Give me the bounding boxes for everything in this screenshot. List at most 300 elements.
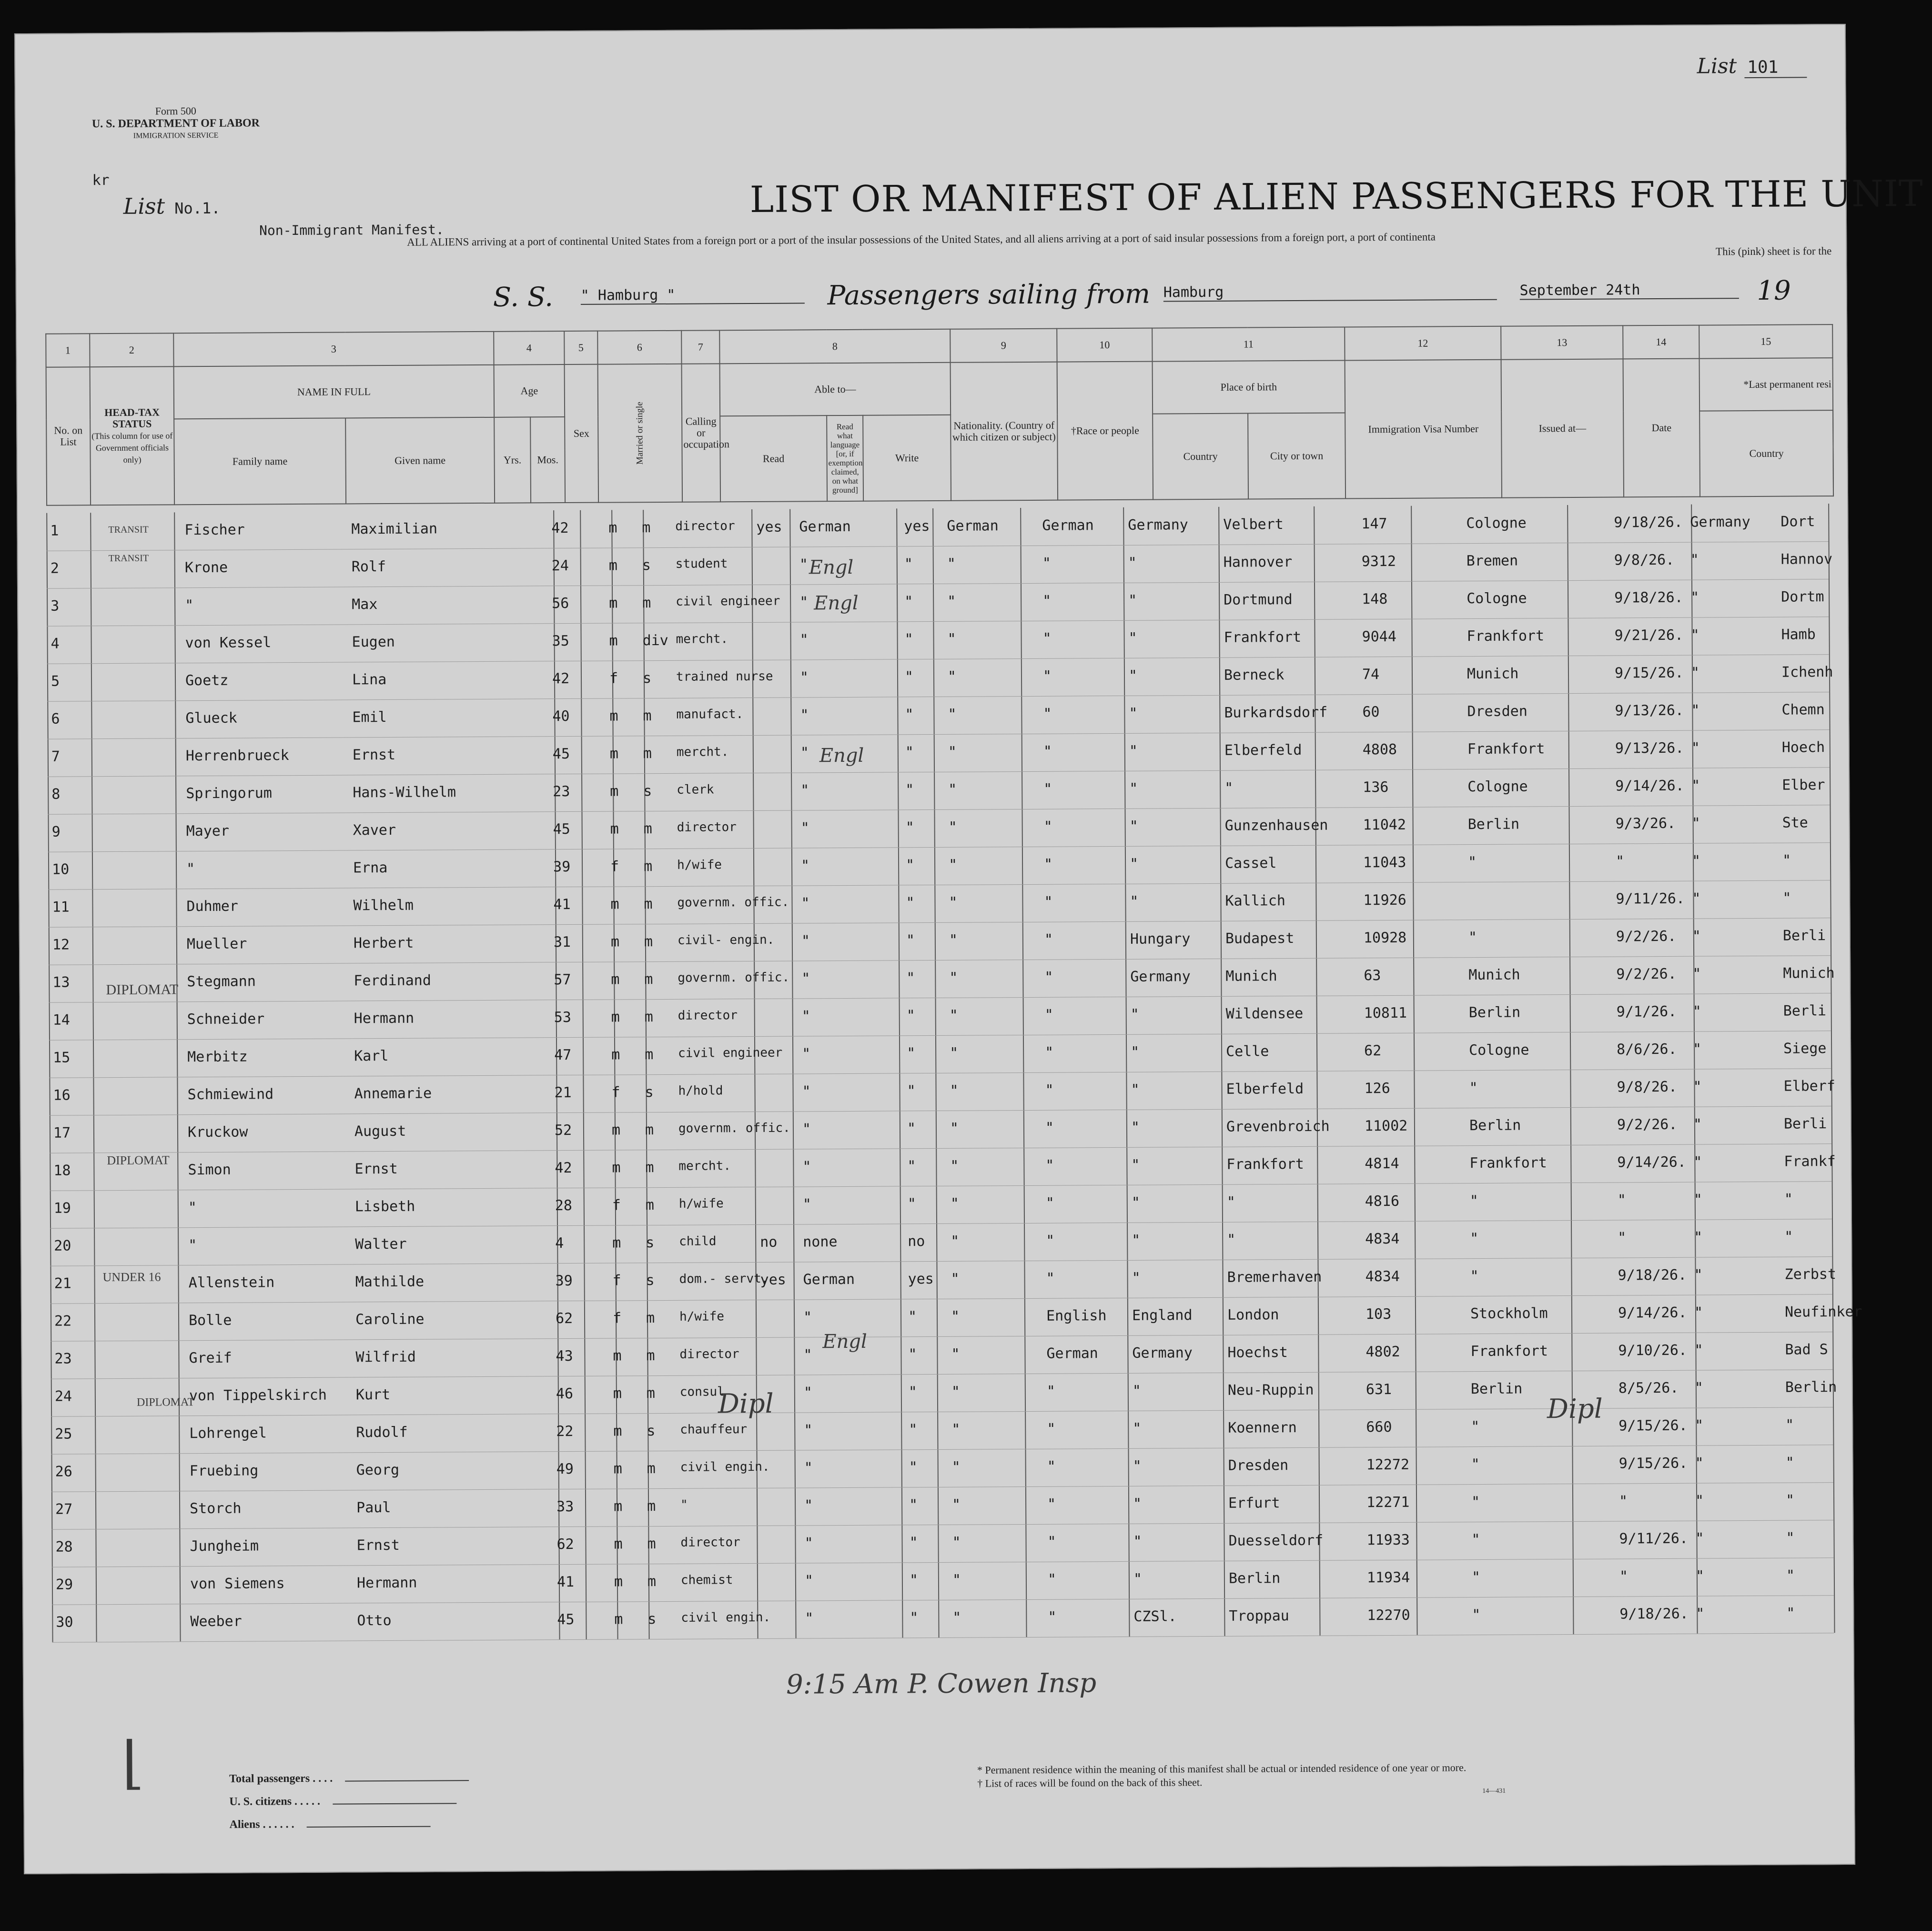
kr-mark: kr (92, 172, 110, 189)
cell-issued: Berlin (1470, 1380, 1523, 1398)
cell-occupation: governm. offic. (678, 970, 790, 985)
cell-family: Merbitz (187, 1048, 248, 1066)
cell-no: 16 (53, 1087, 71, 1104)
cell-date: 9/13/26. (1615, 702, 1684, 719)
cell-write: " (905, 857, 915, 874)
list-value: 101 (1744, 57, 1807, 78)
cell-res-city: Munich (1783, 965, 1835, 982)
cell-res-city: Chemn (1781, 701, 1825, 718)
cell-sex: m (613, 1423, 622, 1440)
form-header (92, 104, 260, 142)
cell-nationality: " (952, 1571, 961, 1588)
cell-write: " (907, 1120, 916, 1137)
cell-family: Schneider (187, 1011, 265, 1028)
cell-married: m (647, 1460, 656, 1477)
cell-language: " (799, 594, 809, 611)
col-num-5: 5 (564, 331, 597, 364)
cell-race: " (1042, 555, 1051, 572)
cell-occupation: civil engin. (680, 1459, 770, 1475)
cell-write: " (906, 970, 915, 987)
service-name: IMMIGRATION SERVICE (133, 131, 219, 140)
sailing-from: Hamburg (1163, 283, 1497, 302)
aliens-row: Aliens . . . . . . (229, 1812, 469, 1836)
cell-sex: m (611, 1009, 620, 1026)
cell-city: Berneck (1224, 667, 1285, 684)
cell-write: " (906, 932, 915, 949)
cell-race: " (1043, 780, 1052, 798)
cell-city: Cassel (1224, 855, 1277, 872)
cell-res-city: " (1785, 1416, 1794, 1434)
cell-sex: m (610, 820, 619, 838)
cell-issued: Munich (1468, 966, 1520, 984)
cell-sex: m (612, 1159, 621, 1176)
cell-given: Annemarie (354, 1085, 432, 1102)
pink-sheet-text: This (pink) sheet is for the (1715, 245, 1832, 258)
year-prefix: 19 (1757, 275, 1791, 306)
cell-res-city: " (1785, 1492, 1795, 1509)
cell-country: " (1131, 1043, 1140, 1061)
cell-occupation: h/wife (679, 1309, 725, 1324)
cell-date: 9/14/26. (1618, 1304, 1687, 1322)
column-rules (15, 25, 1845, 34)
cell-sex: m (614, 1536, 623, 1553)
cell-nationality: " (951, 1308, 960, 1325)
cell-country: " (1128, 629, 1137, 647)
cell-sex: m (610, 896, 619, 913)
cell-race: " (1045, 1157, 1054, 1174)
cell-res-country: " (1695, 1530, 1704, 1547)
cell-family: Lohrengel (189, 1425, 267, 1442)
cell-no: 3 (51, 597, 60, 615)
cell-city: Celle (1226, 1043, 1269, 1060)
cell-language: German (803, 1271, 855, 1288)
cell-race: " (1046, 1232, 1055, 1249)
cell-occupation: civil engineer (676, 594, 780, 609)
cell-married: m (645, 1122, 654, 1139)
cell-sex: m (614, 1611, 623, 1628)
hdr-head-tax-note: (This column for use of Government officials only) (91, 430, 173, 465)
cell-country: " (1128, 554, 1137, 571)
total-passengers-label: Total passengers (229, 1772, 310, 1785)
hdr-write: Write (863, 415, 951, 501)
cell-country: England (1132, 1307, 1193, 1324)
cell-age: 41 (553, 896, 571, 913)
cell-date: 9/2/26. (1617, 1116, 1678, 1133)
cell-no: 25 (55, 1426, 72, 1443)
cell-race: " (1042, 592, 1052, 609)
cell-no: 13 (52, 974, 70, 991)
cell-race: " (1047, 1458, 1056, 1475)
cell-married: m (643, 745, 652, 762)
cell-race: " (1047, 1420, 1056, 1437)
cell-given: Wilfrid (355, 1348, 416, 1366)
cell-occupation: manufact. (676, 707, 744, 722)
cell-married: m (647, 1573, 657, 1590)
cell-date: 9/1/26. (1616, 1003, 1677, 1021)
cell-sex: m (611, 1046, 620, 1063)
cell-age: 57 (554, 971, 571, 989)
aliens-line (307, 1826, 431, 1828)
cell-age: 52 (554, 1122, 572, 1139)
hdr-calling: Calling or occupation (682, 364, 721, 502)
col-num-14: 14 (1623, 325, 1699, 359)
cell-nationality: " (951, 1458, 961, 1476)
cell-visa: 12270 (1367, 1607, 1410, 1624)
cell-city: " (1224, 779, 1234, 797)
cell-res-country: " (1694, 1304, 1703, 1321)
cell-age: 49 (556, 1460, 574, 1478)
cell-occupation: mercht. (676, 745, 729, 759)
cell-nationality: " (952, 1534, 961, 1551)
cell-city: " (1227, 1231, 1236, 1248)
cell-nationality: " (948, 743, 957, 760)
cell-race: English (1046, 1307, 1107, 1324)
cell-country: " (1129, 742, 1138, 759)
cell-occupation: civil engineer (678, 1045, 783, 1061)
cell-country: Germany (1132, 1345, 1193, 1362)
cell-res-country: " (1694, 1379, 1703, 1396)
cell-race: " (1044, 1006, 1053, 1023)
hdr-no-on-list: No. on List (46, 367, 91, 505)
cell-age: 42 (552, 670, 570, 687)
cell-city: Elberfeld (1224, 741, 1302, 759)
cell-occupation: child (679, 1234, 717, 1249)
cell-age: 62 (555, 1310, 573, 1327)
cell-family: von Kessel (185, 634, 272, 652)
cell-write: " (909, 1496, 918, 1514)
cell-race: " (1043, 705, 1052, 722)
cell-issued: " (1471, 1418, 1480, 1436)
cell-nationality: " (950, 1044, 959, 1062)
cell-visa: 12271 (1366, 1494, 1410, 1511)
cell-res-city: Ichenh (1781, 664, 1833, 681)
cell-language: " (799, 669, 809, 686)
cell-nationality: German (947, 517, 999, 535)
cell-res-country: " (1692, 890, 1701, 907)
cell-given: Emil (352, 709, 387, 726)
cell-date: " (1618, 1493, 1628, 1510)
cell-write: " (909, 1534, 918, 1551)
cell-city: Frankfort (1224, 628, 1302, 646)
cell-issued: Dresden (1467, 703, 1527, 720)
cell-res-city: " (1784, 1228, 1793, 1245)
cell-sex: m (613, 1460, 622, 1477)
cell-res-country: " (1695, 1455, 1704, 1472)
hdr-read: Read (720, 415, 827, 502)
cell-married: s (646, 1272, 655, 1289)
non-immigrant-label: Non-Immigrant Manifest. (259, 222, 444, 239)
cell-country: " (1128, 667, 1138, 684)
col-num-11: 11 (1152, 327, 1345, 361)
cell-race: German (1042, 517, 1094, 534)
cell-family: Stegmann (187, 973, 256, 991)
cell-country: " (1128, 592, 1137, 609)
cell-married: m (642, 519, 651, 536)
cell-visa: 147 (1361, 516, 1387, 533)
hdr-last-residence: *Last permanent resi (1699, 358, 1833, 411)
cell-no: 26 (55, 1463, 72, 1480)
cell-sex: f (609, 670, 618, 687)
cell-country: " (1132, 1269, 1141, 1286)
page-title: LIST OR MANIFEST OF ALIEN PASSENGERS FOR THE UNIT (749, 172, 1923, 221)
cell-occupation: director (679, 1347, 739, 1362)
cell-family: Mayer (186, 822, 230, 840)
cell-family: Glueck (185, 709, 237, 727)
cell-sex: m (613, 1347, 622, 1365)
cell-given: Hermann (356, 1574, 417, 1592)
cell-occupation: consul (679, 1385, 725, 1399)
cell-write: " (905, 706, 914, 723)
cell-no: 18 (53, 1162, 71, 1179)
hdr-city-or-town: City or town (1248, 413, 1345, 499)
cell-sex: f (612, 1197, 621, 1214)
cell-given: Hans-Wilhelm (353, 784, 456, 801)
cell-married: m (643, 708, 652, 725)
cell-sex: f (611, 1084, 620, 1101)
cell-occupation: dom.- servt. (679, 1271, 769, 1286)
cell-res-country: " (1690, 627, 1699, 644)
cell-date: 9/18/26. (1614, 589, 1683, 607)
col-num-6: 6 (597, 331, 681, 364)
cell-age: 42 (555, 1159, 572, 1177)
col-num-12: 12 (1345, 326, 1501, 361)
cell-family: " (185, 597, 194, 614)
cell-language: German (799, 518, 851, 536)
cell-country: " (1133, 1495, 1142, 1512)
cell-occupation: director (675, 519, 735, 534)
pen-stroke-mark: ⌊ (121, 1729, 145, 1796)
cell-res-city: Berli (1783, 1115, 1827, 1132)
cell-city: Kallich (1225, 892, 1286, 910)
cell-nationality: " (948, 856, 958, 873)
cell-language: " (801, 1008, 810, 1025)
cell-visa: 4814 (1365, 1155, 1399, 1173)
cell-language: " (804, 1497, 813, 1514)
cell-city: Frankfort (1226, 1155, 1305, 1173)
cell-res-country: " (1693, 1153, 1702, 1171)
cell-language: " (799, 631, 809, 648)
hdr-age: Age (494, 364, 565, 417)
cell-visa: 62 (1364, 1042, 1382, 1060)
cell-sex: m (610, 783, 619, 800)
cell-married: m (643, 820, 652, 838)
cell-language: " (804, 1459, 813, 1476)
cell-res-country: " (1693, 1116, 1702, 1133)
ss-value: " Hamburg " (581, 286, 805, 304)
cell-sex: m (611, 971, 620, 988)
cell-city: Hoechst (1227, 1344, 1288, 1361)
cell-country: " (1133, 1420, 1142, 1437)
cell-date: 9/18/26. (1614, 514, 1683, 531)
engl-note: Engl (819, 744, 864, 767)
cell-visa: 9312 (1361, 553, 1396, 570)
cell-issued: " (1471, 1456, 1480, 1473)
cell-visa: 11933 (1366, 1531, 1410, 1549)
cell-write: " (907, 1045, 916, 1062)
cell-no: 22 (54, 1313, 72, 1330)
cell-country: " (1129, 818, 1138, 835)
cell-city: London (1227, 1306, 1279, 1324)
cell-country: " (1129, 780, 1138, 797)
cell-family: Krone (184, 559, 228, 576)
cell-race: " (1042, 630, 1052, 647)
cell-res-city: Hamb (1781, 626, 1816, 643)
form-number: Form 500 (155, 105, 196, 117)
cell-res-city: Bad S (1785, 1341, 1828, 1358)
cell-city: Dresden (1228, 1457, 1289, 1474)
us-citizens-line (333, 1803, 456, 1804)
cell-issued: " (1471, 1531, 1480, 1548)
cell-issued: Cologne (1467, 590, 1527, 607)
cell-res-country: " (1690, 589, 1699, 606)
cell-given: Ernst (356, 1537, 400, 1554)
cell-issued: " (1467, 854, 1477, 871)
cell-nationality: " (947, 630, 956, 647)
cell-age: 46 (556, 1385, 574, 1403)
cell-visa: 63 (1364, 967, 1381, 984)
cell-write: yes (908, 1271, 934, 1288)
cell-city: Gunzenhausen (1224, 817, 1328, 834)
cell-issued: Frankfort (1470, 1343, 1548, 1360)
cell-age: 45 (552, 746, 570, 763)
cell-country: " (1131, 1194, 1140, 1211)
cell-family: Fischer (184, 521, 245, 539)
cell-language: " (802, 1196, 811, 1213)
cell-married: m (644, 933, 653, 950)
cell-family: Schmiewind (187, 1086, 274, 1103)
cell-sex: m (614, 1573, 623, 1590)
cell-family: Storch (190, 1500, 242, 1517)
manifest-sheet (14, 24, 1923, 1874)
cell-res-city: " (1784, 1191, 1793, 1208)
cell-res-city: Dort (1780, 513, 1815, 530)
cell-family: " (188, 1199, 197, 1216)
cell-date: 9/13/26. (1615, 739, 1684, 757)
cell-given: Otto (357, 1612, 392, 1629)
engl-note: Engl (822, 1330, 867, 1353)
cell-married: s (646, 1234, 655, 1252)
cell-age: 21 (554, 1084, 572, 1102)
cell-city: Neu-Ruppin (1227, 1381, 1314, 1399)
cell-family: von Siemens (190, 1575, 285, 1593)
cell-given: Walter (355, 1235, 407, 1253)
cell-married: s (645, 1084, 654, 1101)
cell-given: Herbert (353, 934, 414, 952)
cell-res-country: " (1691, 702, 1700, 719)
cell-age: 62 (556, 1536, 574, 1553)
cell-date: 8/6/26. (1617, 1041, 1677, 1058)
cell-issued: Frankfort (1467, 627, 1545, 645)
cell-visa: 11042 (1363, 816, 1406, 834)
us-citizens-label: U. S. citizens (229, 1795, 292, 1808)
cell-race: " (1044, 893, 1053, 910)
cell-visa: 4834 (1365, 1268, 1400, 1285)
cell-given: Karl (354, 1048, 389, 1065)
cell-res-country: " (1692, 928, 1701, 945)
cell-age: 31 (553, 934, 571, 951)
cell-issued: Stockholm (1470, 1305, 1548, 1323)
cell-language: " (803, 1309, 812, 1326)
diplomat-stamp: DIPLOMAT (136, 1396, 195, 1409)
cell-city: Dortmund (1224, 591, 1293, 608)
cell-family: Bolle (188, 1312, 232, 1329)
cell-given: Ernst (354, 1160, 398, 1178)
cell-visa: 60 (1362, 704, 1380, 721)
cell-write: " (904, 631, 913, 648)
cell-visa: 10811 (1364, 1004, 1407, 1022)
cell-language: " (800, 782, 809, 799)
cell-write: " (906, 894, 915, 911)
cell-write: " (904, 668, 914, 686)
hdr-place-of-birth: Place of birth (1153, 360, 1345, 414)
cell-sex: m (613, 1385, 622, 1402)
cell-nationality: " (951, 1270, 960, 1287)
cell-no: 19 (53, 1200, 71, 1217)
cell-city: Budapest (1225, 930, 1295, 947)
cell-nationality: " (950, 1082, 959, 1099)
cell-race: " (1045, 1082, 1054, 1099)
cell-age: 40 (552, 708, 570, 725)
cell-res-country: " (1690, 551, 1699, 568)
cell-date: " (1617, 1192, 1626, 1209)
cell-married: m (644, 1009, 653, 1026)
engl-note: Engl (809, 556, 854, 579)
cell-occupation: governm. offic. (678, 1121, 790, 1136)
cell-family: Kruckow (187, 1123, 248, 1141)
cell-family: von Tippelskirch (189, 1386, 327, 1405)
cell-occupation: chauffeur (680, 1422, 748, 1437)
cell-date: 8/5/26. (1618, 1379, 1679, 1397)
cell-visa: 4816 (1365, 1193, 1400, 1210)
cell-occupation: " (680, 1497, 688, 1512)
cell-res-city: Elberf (1783, 1078, 1835, 1095)
cell-married: m (647, 1498, 656, 1515)
hdr-sex: Sex (565, 364, 599, 503)
cell-given: Rolf (351, 558, 386, 576)
cell-no: 12 (52, 936, 70, 953)
cell-age: 53 (554, 1009, 571, 1026)
cell-date: 9/2/26. (1616, 965, 1677, 983)
cell-country: " (1129, 855, 1139, 872)
cell-given: Ferdinand (354, 972, 431, 990)
cell-occupation: h/hold (678, 1083, 723, 1098)
cell-date: 9/11/26. (1619, 1530, 1689, 1547)
dipl-note: Dipl (1547, 1393, 1603, 1425)
cell-res-country: " (1693, 1078, 1702, 1095)
cell-age: 24 (551, 557, 569, 575)
cell-race: " (1044, 969, 1053, 986)
cell-issued: " (1469, 1080, 1478, 1097)
cell-no: 1 (50, 522, 59, 539)
cell-age: 4 (555, 1235, 564, 1252)
total-passengers-line (345, 1780, 469, 1781)
cell-sex: f (610, 858, 619, 875)
cell-date: 9/8/26. (1614, 551, 1675, 569)
cell-city: " (1226, 1193, 1235, 1211)
col-num-2: 2 (90, 333, 173, 367)
cell-occupation: civil- engin. (677, 932, 775, 948)
cell-married: div (642, 632, 668, 649)
cell-married: s (642, 670, 652, 687)
cell-date: 9/14/26. (1615, 777, 1684, 795)
cell-write: " (907, 1082, 916, 1100)
cell-res-city: Berli (1783, 1002, 1827, 1020)
cell-married: m (646, 1347, 655, 1365)
cell-issued: Berlin (1468, 1004, 1521, 1021)
cell-res-country: " (1690, 664, 1700, 681)
cell-no: 8 (51, 786, 61, 803)
cell-country: " (1129, 705, 1138, 722)
